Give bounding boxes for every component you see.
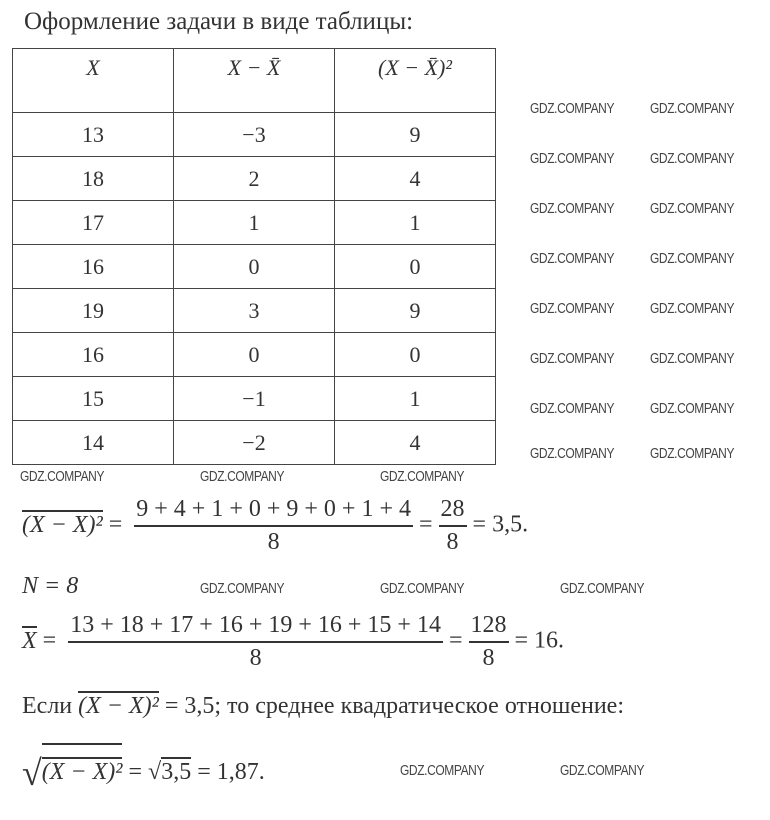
- table-cell: 4: [335, 421, 496, 465]
- sqrt-value: 3,5: [161, 759, 192, 785]
- table-cell: 4: [335, 157, 496, 201]
- sqrt-expression: (X − X)²: [41, 759, 123, 785]
- table-cell: 17: [13, 201, 174, 245]
- table-header-row: [13, 49, 496, 113]
- variance-result: = 3,5.: [472, 511, 529, 538]
- variance-formula: [22, 496, 528, 556]
- variance-numerator-2: 28: [439, 496, 467, 527]
- table-cell: −3: [174, 113, 335, 157]
- task-title: Оформление задачи в виде таблицы:: [24, 8, 414, 35]
- variance-lhs: (X − X)²: [22, 511, 103, 538]
- table-cell: 0: [335, 333, 496, 377]
- mean-denominator: 8: [249, 645, 262, 671]
- table-cell: 16: [13, 333, 174, 377]
- watermark: GDZ.COMPANY: [20, 468, 105, 485]
- watermark: GDZ.COMPANY: [200, 468, 285, 485]
- watermark: GDZ.COMPANY: [530, 350, 615, 367]
- table-row: [13, 201, 496, 245]
- table-row: [13, 377, 496, 421]
- header-x: X: [13, 49, 174, 113]
- table-row: [13, 157, 496, 201]
- mean-numerator-2: 128: [469, 612, 509, 643]
- mean-formula: [22, 612, 564, 672]
- if-suffix: = 3,5; то среднее квадратическое отношение:: [164, 693, 624, 719]
- mean-numerator: 13 + 18 + 17 + 16 + 19 + 16 + 15 + 14: [68, 612, 443, 643]
- equals-sign: =: [448, 627, 463, 654]
- variance-numerator: 9 + 4 + 1 + 0 + 9 + 0 + 1 + 4: [134, 496, 413, 527]
- if-prefix: Если: [22, 693, 73, 719]
- watermark: GDZ.COMPANY: [530, 445, 615, 462]
- watermark: GDZ.COMPANY: [560, 580, 645, 597]
- if-line: [22, 693, 624, 720]
- mean-result: = 16.: [514, 627, 565, 654]
- table-cell: 2: [174, 157, 335, 201]
- n-line: N = 8: [22, 573, 79, 599]
- watermark: GDZ.COMPANY: [530, 100, 615, 117]
- watermark: GDZ.COMPANY: [650, 400, 735, 417]
- sqrt-line: [22, 752, 265, 794]
- watermark: GDZ.COMPANY: [530, 200, 615, 217]
- variance-denominator: 8: [267, 529, 280, 555]
- table-row: [13, 245, 496, 289]
- table-cell: 9: [335, 289, 496, 333]
- table-cell: 16: [13, 245, 174, 289]
- equals-sign: =: [42, 627, 57, 654]
- header-deviation-squared: (X − X̄)²: [335, 49, 496, 113]
- equals-sign: =: [108, 511, 123, 538]
- watermark: GDZ.COMPANY: [380, 580, 465, 597]
- watermark: GDZ.COMPANY: [200, 580, 285, 597]
- table-cell: 3: [174, 289, 335, 333]
- table-cell: 0: [335, 245, 496, 289]
- table-cell: 15: [13, 377, 174, 421]
- data-table: [12, 48, 496, 465]
- watermark: GDZ.COMPANY: [530, 250, 615, 267]
- watermark: GDZ.COMPANY: [650, 350, 735, 367]
- table-cell: 9: [335, 113, 496, 157]
- if-expression: (X − X)²: [78, 693, 159, 719]
- table-cell: 1: [335, 201, 496, 245]
- table-row: [13, 289, 496, 333]
- sqrt-symbol-icon: √: [148, 759, 162, 785]
- watermark: GDZ.COMPANY: [650, 250, 735, 267]
- table-cell: −1: [174, 377, 335, 421]
- sqrt-symbol-icon: √: [22, 753, 42, 793]
- table-cell: 1: [335, 377, 496, 421]
- equals-sign: =: [128, 759, 143, 785]
- table-row: [13, 421, 496, 465]
- sqrt-result: = 1,87.: [197, 759, 265, 785]
- watermark: GDZ.COMPANY: [650, 150, 735, 167]
- header-deviation: X − X̄: [174, 49, 335, 113]
- mean-lhs: X: [22, 627, 37, 654]
- watermark: GDZ.COMPANY: [400, 762, 485, 779]
- table-cell: 0: [174, 333, 335, 377]
- table-row: [13, 333, 496, 377]
- mean-denominator-2: 8: [482, 645, 495, 671]
- watermark: GDZ.COMPANY: [560, 762, 645, 779]
- watermark: GDZ.COMPANY: [380, 468, 465, 485]
- table-cell: 0: [174, 245, 335, 289]
- equals-sign: =: [419, 511, 433, 538]
- watermark: GDZ.COMPANY: [650, 100, 735, 117]
- table-cell: −2: [174, 421, 335, 465]
- table-row: [13, 113, 496, 157]
- watermark: GDZ.COMPANY: [650, 445, 735, 462]
- variance-denominator-2: 8: [446, 529, 459, 555]
- watermark: GDZ.COMPANY: [650, 200, 735, 217]
- table-cell: 14: [13, 421, 174, 465]
- watermark: GDZ.COMPANY: [650, 300, 735, 317]
- table-cell: 1: [174, 201, 335, 245]
- table-cell: 19: [13, 289, 174, 333]
- watermark: GDZ.COMPANY: [530, 300, 615, 317]
- watermark: GDZ.COMPANY: [530, 150, 615, 167]
- table-cell: 18: [13, 157, 174, 201]
- watermark: GDZ.COMPANY: [530, 400, 615, 417]
- table-cell: 13: [13, 113, 174, 157]
